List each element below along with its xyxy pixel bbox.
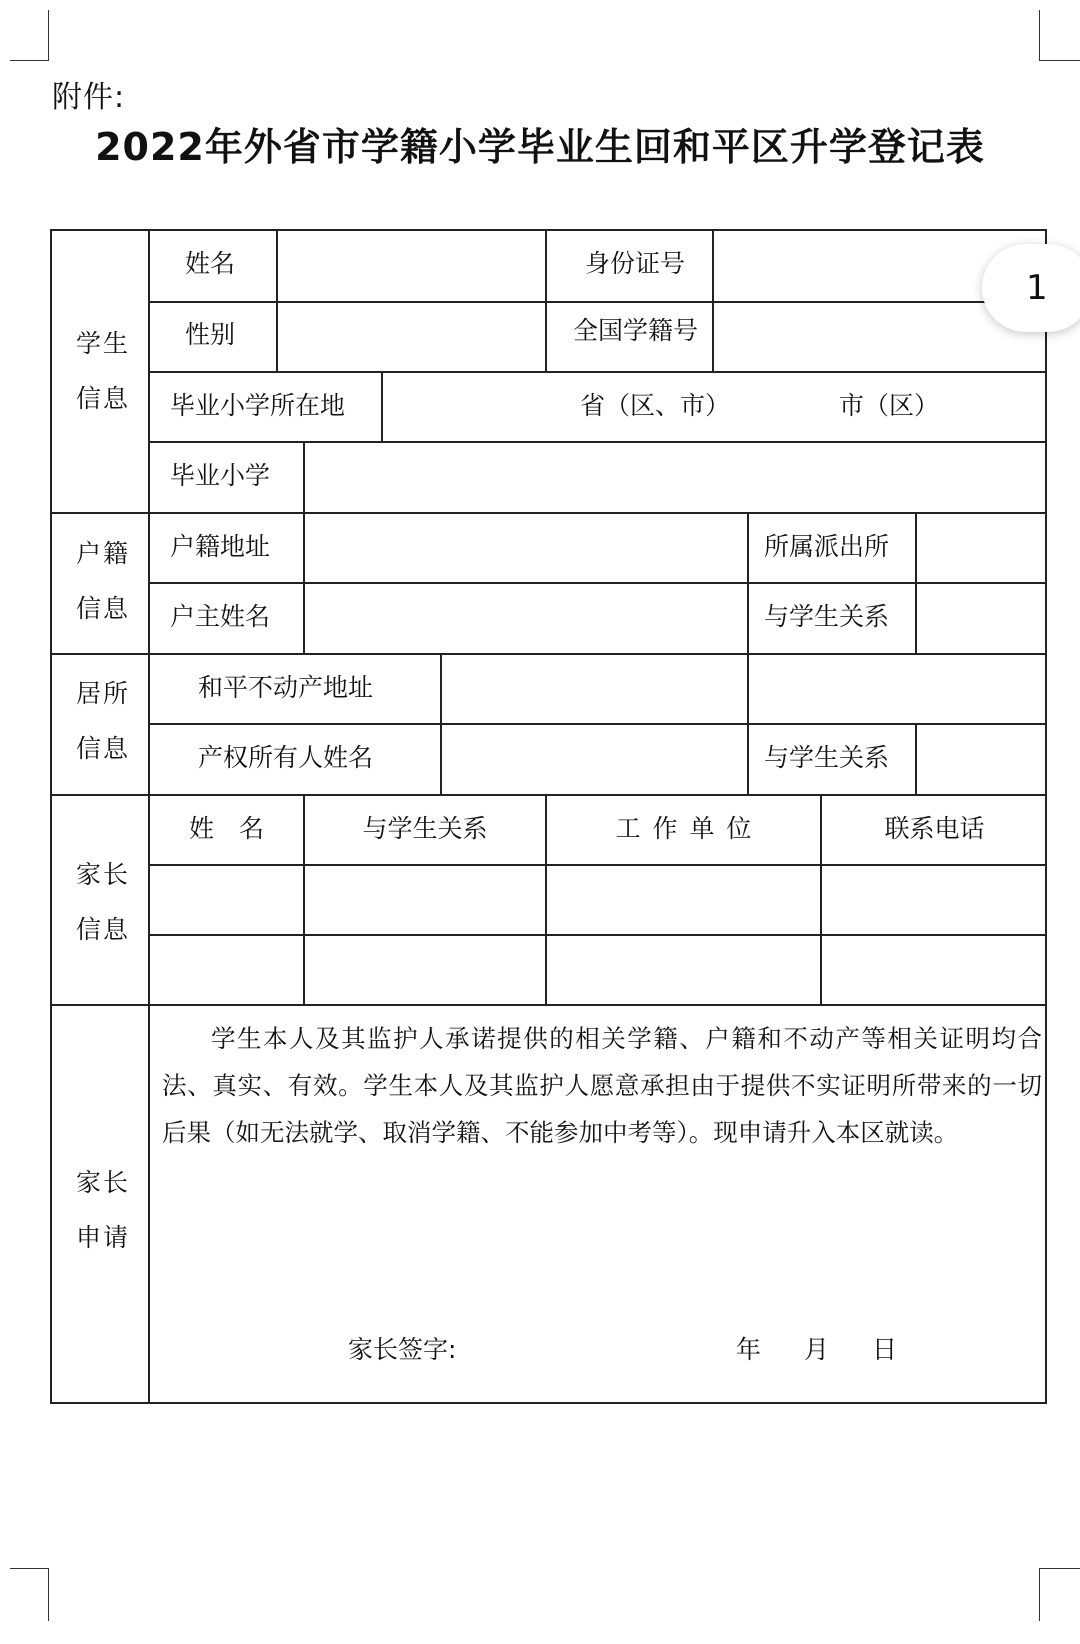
date-year-label: 年 <box>736 1335 762 1364</box>
section-residence-info: 居所 信息 <box>76 679 131 763</box>
crop-mark-top-right <box>1039 10 1080 61</box>
label-residence-relation: 与学生关系 <box>764 743 890 772</box>
label-household-address: 户籍地址 <box>170 532 271 561</box>
parent-col-employer: 工 作 单 位 <box>615 814 752 843</box>
label-head-name: 户主姓名 <box>170 602 271 631</box>
section-parent-info: 家长 信息 <box>76 860 131 944</box>
section-household-info: 户籍 信息 <box>76 539 131 623</box>
label-property-address: 和平不动产地址 <box>198 673 374 702</box>
signature-label: 家长签字: <box>348 1335 457 1364</box>
label-gender: 性别 <box>185 320 236 349</box>
parent-col-relation: 与学生关系 <box>362 814 488 843</box>
parent-col-name: 姓 名 <box>188 814 264 843</box>
label-national-student-id: 全国学籍号 <box>573 316 699 345</box>
attachment-label: 附件: <box>52 80 126 115</box>
parent-col-phone: 联系电话 <box>884 814 985 843</box>
label-household-relation: 与学生关系 <box>764 602 890 631</box>
date-month-label: 月 <box>804 1335 830 1364</box>
label-school: 毕业小学 <box>170 461 271 490</box>
page-number-badge[interactable]: 1 <box>982 244 1080 332</box>
crop-mark-top-left <box>10 10 49 61</box>
label-school-location: 毕业小学所在地 <box>170 391 346 420</box>
label-name: 姓名 <box>185 249 236 278</box>
registration-form <box>50 229 1047 1404</box>
label-owner-name: 产权所有人姓名 <box>198 743 374 772</box>
application-statement: 学生本人及其监护人承诺提供的相关学籍、户籍和不动产等相关证明均合法、真实、有效。学生本人及其监护人愿意承担由于提供不实证明所带来的一切后果（如无法就学、取消学籍、不能参加中考等）。现申请升入本区就读。 <box>162 1024 1042 1147</box>
date-day-label: 日 <box>872 1335 898 1364</box>
label-police-station: 所属派出所 <box>764 532 890 561</box>
crop-mark-bottom-right <box>1039 1568 1080 1621</box>
label-id-number: 身份证号 <box>585 249 686 278</box>
page-title: 2022年外省市学籍小学毕业生回和平区升学登记表 <box>95 125 985 169</box>
label-province-suffix: 省（区、市） <box>580 391 731 420</box>
section-student-info: 学生 信息 <box>76 329 131 413</box>
crop-mark-bottom-left <box>10 1568 49 1621</box>
label-city-suffix: 市（区） <box>839 391 940 420</box>
section-parent-application: 家长 申请 <box>76 1168 131 1252</box>
